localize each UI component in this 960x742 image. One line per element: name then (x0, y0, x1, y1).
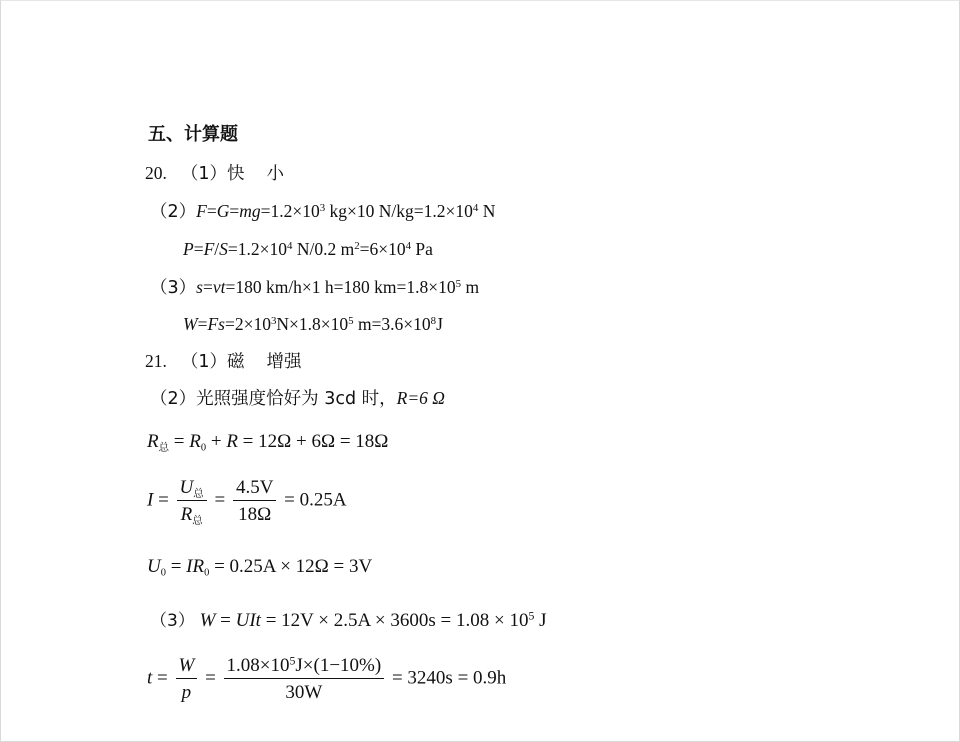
q20-part2-line2: $P=F/S=1.2\times 10^4$ N/0.2 $m^2=6\times 10^4$ Pa (183, 239, 433, 259)
q21-part2-line1 (150, 390, 445, 409)
q21-p1-answer-a: （1）磁 (180, 352, 245, 372)
q21-part1 (145, 353, 302, 372)
eq-total-resistance: $R_总 = R_0 + R = 12\Omega + 6\Omega = 18\Omega$ (147, 431, 389, 454)
eq-current: I = $\frac{U_总}{R_总}$ = $\frac{4.5V}{18\Omega}$ = 0.25A (147, 477, 347, 527)
q20-part2-line1: $(2)F=G=mg=1.2\times 10^3$ kg×10 $N/kg=1.2\times 10^4$ N (150, 201, 496, 222)
q21-p3-label: （3） (150, 611, 195, 631)
eq-voltage: $U_0 = IR_0 = 0.25A \times 12\Omega = 3V$ (147, 556, 373, 579)
fraction-w-over-p: $\frac{W}{p}$ (176, 656, 198, 702)
subscript-total: 总 (193, 487, 204, 500)
q20-part1 (145, 165, 284, 184)
q20-p1-answer-a: （1）快 (180, 164, 245, 184)
q20-number: 20. (145, 163, 167, 183)
fraction-values: $\frac{4.5V}{18\Omega}$ (233, 478, 276, 524)
eq-time: t = $\frac{W}{p}$ = $\frac{1.08\times 10^5J\times(1-10\%)}{30W}$ = 3240s = 0.9h (147, 654, 507, 703)
subscript-total: 总 (192, 514, 203, 527)
section-title: 五、计算题 (148, 124, 238, 145)
subscript-total: 总 (158, 441, 170, 454)
fraction-u-over-r: $\frac{U_总}{R_总}$ (177, 478, 207, 524)
q20-p1-answer-b: 小 (266, 164, 285, 184)
q21-p1-answer-b: 增强 (266, 352, 302, 372)
fraction-time-values: $\frac{1.08\times 10^5J\times(1-10\%)}{30W}$ (224, 656, 385, 702)
q20-part3-line2: $W=Fs=2\times 10^3N\times 1.8\times 10^5$ $m=3.6\times 10^8J$ (183, 314, 443, 334)
q20-p3-label: （3） (150, 278, 197, 298)
q20-p2-label: （2） (150, 202, 197, 222)
q21-p2-resistance: R=6 Ω (396, 388, 445, 408)
eq-work: （3） W = UIt = $12V \times 2.5A \times 3600s = 1.08 \times 10^5$ J (150, 609, 547, 631)
q21-number: 21. (145, 351, 167, 371)
q20-part3-line1: （3）s=vt=180 km/h×1 h=180 $km=1.8\times 10^5$ m (150, 277, 480, 298)
q21-p2-text: （2）光照强度恰好为 3cd 时， (150, 389, 397, 409)
